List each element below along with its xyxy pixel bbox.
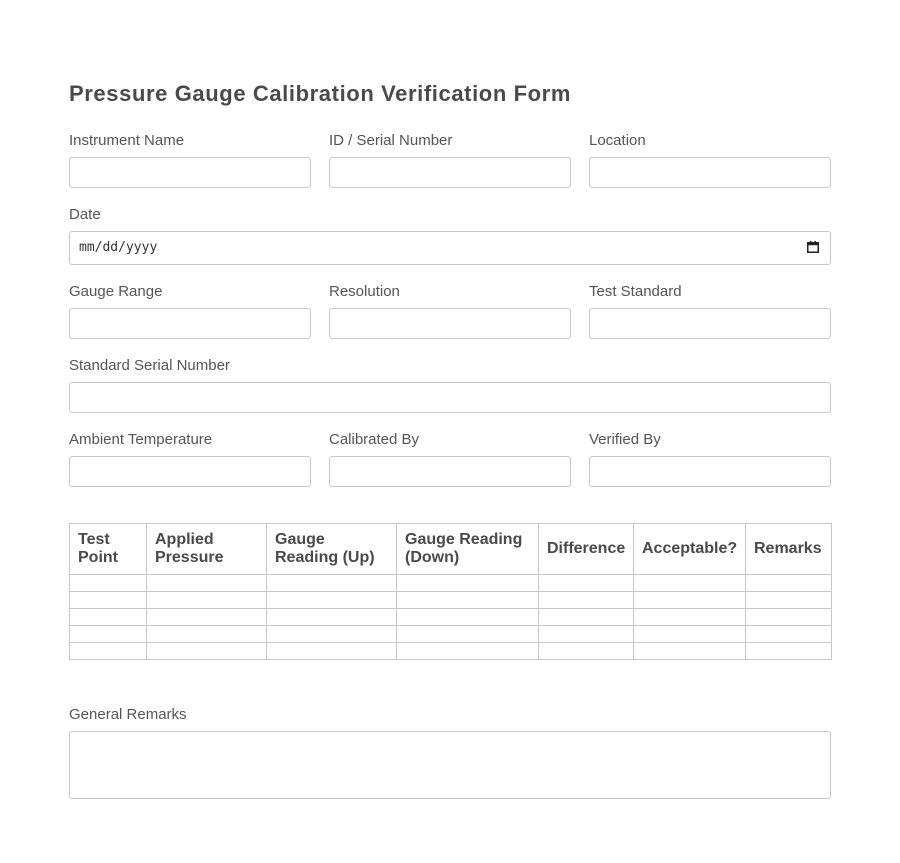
table-cell[interactable]: [267, 609, 397, 626]
col-acceptable: Acceptable?: [634, 524, 746, 575]
table-cell[interactable]: [634, 609, 746, 626]
table-header-row: [70, 524, 832, 575]
table-row: [70, 575, 832, 592]
field-calibrated-by: [329, 431, 419, 449]
form-title: Pressure Gauge Calibration Verification Form: [69, 81, 571, 106]
calibrated-by-input[interactable]: [329, 456, 571, 487]
calibrated-by-label: Calibrated By: [329, 431, 420, 448]
verified-by-input[interactable]: [589, 456, 831, 487]
calendar-icon[interactable]: [807, 241, 819, 253]
location-label: Location: [589, 132, 646, 149]
col-gauge-reading-down: Gauge Reading (Down): [397, 524, 539, 575]
table-cell[interactable]: [397, 626, 539, 643]
test-standard-label: Test Standard: [589, 283, 682, 300]
col-applied-pressure: Applied Pressure: [147, 524, 267, 575]
table-cell[interactable]: [397, 609, 539, 626]
table-cell[interactable]: [746, 592, 832, 609]
table-cell[interactable]: [147, 643, 267, 660]
table-cell[interactable]: [70, 592, 147, 609]
standard-serial-label: Standard Serial Number: [69, 357, 230, 374]
table-cell[interactable]: [397, 643, 539, 660]
table-cell[interactable]: [147, 626, 267, 643]
table-cell[interactable]: [539, 575, 634, 592]
field-gauge-range: [69, 283, 162, 301]
table-cell[interactable]: [634, 626, 746, 643]
table-row: [70, 643, 832, 660]
table-cell[interactable]: [147, 575, 267, 592]
table-cell[interactable]: [147, 609, 267, 626]
field-verified-by: [589, 431, 661, 449]
date-label: Date: [69, 206, 101, 223]
table-cell[interactable]: [539, 592, 634, 609]
table-cell[interactable]: [746, 643, 832, 660]
test-standard-input[interactable]: [589, 308, 831, 339]
verified-by-label: Verified By: [589, 431, 661, 448]
table-cell[interactable]: [267, 643, 397, 660]
table-cell[interactable]: [634, 592, 746, 609]
table-cell[interactable]: [397, 592, 539, 609]
table-cell[interactable]: [746, 575, 832, 592]
table-cell[interactable]: [147, 592, 267, 609]
row-date: [69, 206, 831, 255]
table-cell[interactable]: [267, 575, 397, 592]
serial-number-input[interactable]: [329, 157, 571, 188]
table-cell[interactable]: [746, 626, 832, 643]
resolution-label: Resolution: [329, 283, 400, 300]
field-instrument-name: [69, 132, 184, 150]
instrument-name-label: Instrument Name: [69, 132, 185, 149]
date-placeholder: mm/dd/yyyy: [79, 240, 158, 255]
resolution-input[interactable]: [329, 308, 571, 339]
row-standard-serial: [69, 357, 831, 375]
field-location: [589, 132, 646, 150]
table-body: [70, 575, 832, 660]
table-row: [70, 609, 832, 626]
table-cell[interactable]: [267, 592, 397, 609]
table-cell[interactable]: [539, 643, 634, 660]
col-remarks: Remarks: [746, 524, 832, 575]
table-cell[interactable]: [70, 643, 147, 660]
ambient-temperature-label: Ambient Temperature: [69, 431, 213, 448]
general-remarks-label: General Remarks: [69, 706, 187, 723]
col-test-point: Test Point: [70, 524, 147, 575]
table-cell[interactable]: [70, 626, 147, 643]
table-cell[interactable]: [746, 609, 832, 626]
table-cell[interactable]: [539, 626, 634, 643]
table-cell[interactable]: [539, 609, 634, 626]
date-input[interactable]: [69, 231, 831, 265]
field-test-standard: [589, 283, 682, 301]
col-gauge-reading-up: Gauge Reading (Up): [267, 524, 397, 575]
table-row: [70, 626, 832, 643]
field-ambient-temperature: [69, 431, 212, 449]
instrument-name-input[interactable]: [69, 157, 311, 188]
field-serial-number: [329, 132, 452, 150]
row-general-remarks: [69, 706, 831, 724]
standard-serial-input[interactable]: [69, 382, 831, 413]
serial-number-label: ID / Serial Number: [329, 132, 453, 149]
location-input[interactable]: [589, 157, 831, 188]
general-remarks-textarea[interactable]: [69, 731, 831, 799]
table-cell[interactable]: [267, 626, 397, 643]
calibration-results-table: [69, 523, 832, 660]
table-row: [70, 592, 832, 609]
table-cell[interactable]: [70, 575, 147, 592]
gauge-range-input[interactable]: [69, 308, 311, 339]
table-cell[interactable]: [634, 575, 746, 592]
field-resolution: [329, 283, 400, 301]
table-cell[interactable]: [70, 609, 147, 626]
ambient-temperature-input[interactable]: [69, 456, 311, 487]
gauge-range-label: Gauge Range: [69, 283, 163, 300]
table-cell[interactable]: [397, 575, 539, 592]
col-difference: Difference: [539, 524, 634, 575]
table-cell[interactable]: [634, 643, 746, 660]
